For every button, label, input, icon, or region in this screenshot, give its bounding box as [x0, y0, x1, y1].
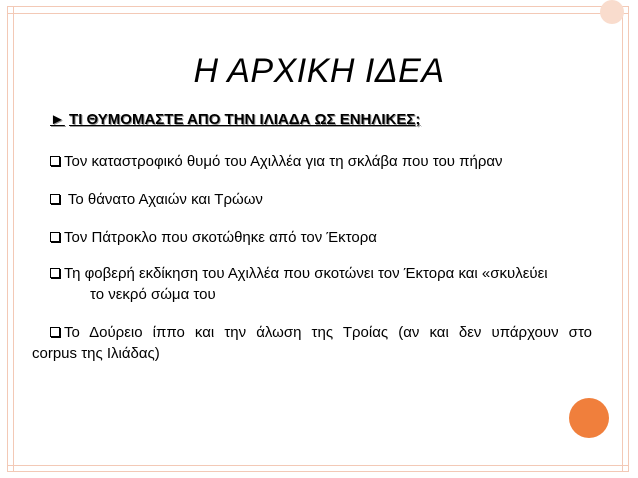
list-item-text: Το θάνατο Αχαιών και Τρώων [64, 191, 263, 208]
checkbox-bullet-icon [50, 232, 60, 242]
frame-line-top [7, 13, 629, 14]
frame-line-bottom [7, 465, 629, 466]
checkbox-bullet-icon [50, 156, 60, 166]
list-item-text-continued: το νεκρό σώμα του [90, 286, 216, 303]
checkbox-bullet-icon [50, 194, 60, 204]
checkbox-bullet-icon [50, 268, 60, 278]
slide-title: Η ΑΡΧΙΚΗ ΙΔΕΑ [193, 52, 445, 90]
list-item-text: Τον Πάτροκλο που σκοτώθηκε από τον Έκτορα [64, 229, 377, 246]
subtitle-arrow: ► [50, 111, 65, 128]
list-item-text-continued: corpus της Ιλιάδας) [32, 345, 160, 362]
list-item-text: Το Δούρειο ίππο και την άλωση της Τροίας (αν και δεν υπάρχουν στο [64, 324, 592, 341]
decorative-circle-bottom [569, 398, 609, 438]
list-item [50, 151, 503, 172]
checkbox-bullet-icon [50, 327, 60, 337]
list-item [50, 227, 377, 248]
list-item [50, 189, 263, 210]
subtitle-text: ΤΙ ΘΥΜΟΜΑΣΤΕ ΑΠΟ ΤΗΝ ΙΛΙΑΔΑ ΩΣ ΕΝΗΛΙΚΕΣ; [69, 111, 421, 128]
decorative-circle-top [600, 0, 624, 24]
list-item-text: Τον καταστροφικό θυμό του Αχιλλέα για τη σκλάβα που του πήραν [64, 153, 503, 170]
list-item-text: Τη φοβερή εκδίκηση του Αχιλλέα που σκοτώνει τον Έκτορα και «σκυλεύει [64, 265, 548, 282]
slide-subtitle [50, 111, 420, 128]
list-item [50, 322, 592, 343]
list-item [50, 263, 610, 305]
